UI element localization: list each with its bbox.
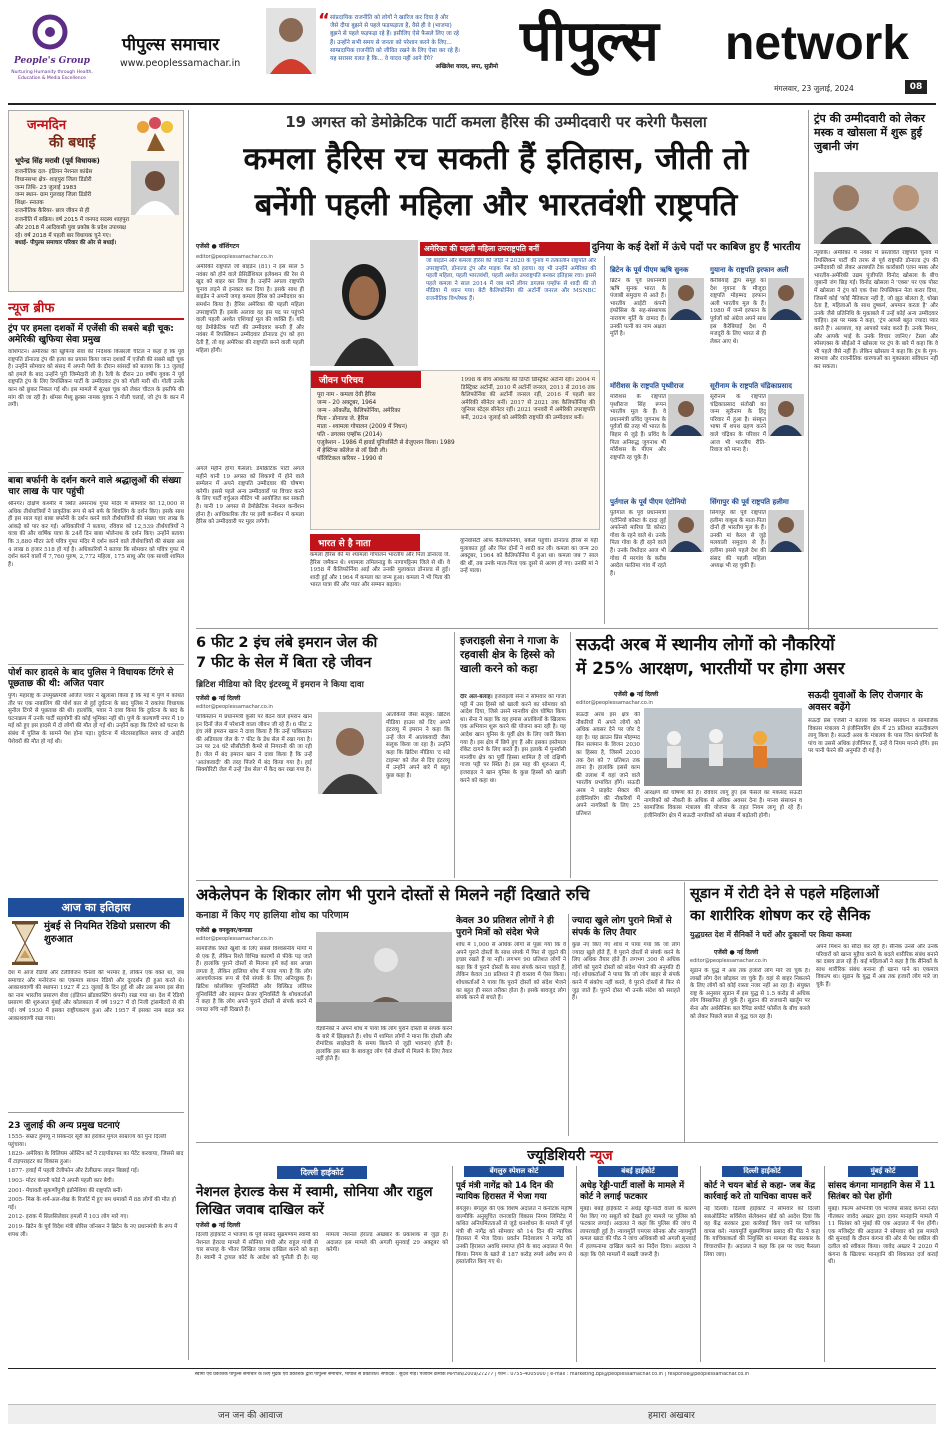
column-rule (808, 110, 809, 630)
quote-line: सांप्रदायिक राजनीति को लोगों ने खारिज कर दिया है और (330, 15, 449, 21)
website: www.peoplessamachar.in (120, 58, 241, 69)
bio-list (317, 391, 455, 463)
india-title: भारत से है नाता (310, 534, 420, 551)
quote-box (330, 14, 498, 71)
hourglass-icon (10, 920, 40, 966)
lead-dateline: वॉशिंगटन (218, 243, 240, 250)
lonely-dateline: वनकूवर/कनाडा (218, 927, 253, 934)
column-rule (568, 914, 569, 1136)
person-silhouette-icon (318, 712, 382, 794)
bio-box (310, 370, 600, 530)
divider (8, 1112, 184, 1113)
judiciary-title: पूर्व मंत्री नागेंद्र को 14 दिन की न्यायिक हिरासत में भेजा गया (456, 1181, 554, 1202)
bio-col2: 1998 के बीच ऑकलैंड की डिप्टी डिस्ट्रिक्ट अटॉर्नी रहीं। 2004 में डिस्ट्रिक्ट अटॉर्नी, 2010 में अटॉर्नी जनरल, 2011 से 2016 तक कैलिफोर्निया की अटॉर्नी जनरल रहीं, 2016 में पहली बार अमेरिकी सीनेटर बनीं। 2017 से 2021 तक कैलिफोर्निया की जूनियर स्टेट्स सीनेटर रहीं। 2021 जनवरी में अमेरिकी उपराष्ट्रपति बनीं, 2024 जुलाई को अमेरिकी राष्ट्रपति की उम्मीदवार बनीं। (461, 377, 595, 421)
lonely-title: अकेलेपन के शिकार लोग भी पुराने दोस्तों से मिलने नहीं दिखाते रुचि (196, 885, 590, 904)
birthday-line: बधाई- पीपुल्स समाचार परिवार की ओर से बधाई। (15, 240, 117, 247)
event-item: 2012- इराक में सिलसिलेवार हमलों में 103 लोग मारे गए। (8, 1214, 129, 1221)
leader-photo (668, 278, 704, 320)
leader-title: सूरीनाम के राष्ट्रपति चंद्रिकाप्रसाद (710, 382, 792, 390)
leader-title: मॉरीशस के राष्ट्रपति पृथ्वीराज (610, 382, 684, 390)
india-box (310, 534, 600, 620)
leader-card (710, 266, 806, 378)
court-tag: दिल्ली हाईकोर्ट (277, 1166, 367, 1179)
bio-line: माता - श्यामला गोपालन (2009 में निधन) (317, 424, 408, 430)
sudan-sub: युद्धग्रस्त देश में सैनिकों ने घरों और दुकानों पर किया कब्जा (690, 930, 852, 939)
events-list (8, 1134, 184, 1356)
trump-title: ट्रंप की उम्मीदवारी को लेकर मस्क व खोसला में शुरू हुई जुबानी जंग (814, 112, 926, 153)
lonely-box1-title: केवल 30 प्रतिशत लोगों ने ही पुराने मित्रों को संदेश भेजे (456, 916, 554, 938)
event-item: 1829- अमेरिका के विलियम ऑस्टिन बर्ट ने टाइपोग्राफर का पेटेंट करवाया, जिससे बाद में टाइपराइटर का विकास हुआ। (8, 1151, 184, 1165)
masthead-rule (8, 103, 936, 105)
brief-text: श्रीनगर। दक्षिण कश्मीर में स्थित अमरनाथ गुफा मंदिर में सोमवार को 12,000 से अधिक तीर्थयात्रियों ने प्राकृतिक रूप से बने बर्फ के शिवलिंग के दर्शन किए। इसके साथ ही इस साल यहां बाबा बर्फानी के दर्शन करने वाले तीर्थयात्रियों की संख्या चार लाख के आंकड़े को पार कर गई। अधिकारियों ने बताया, रविवार को 12,539 तीर्थयात्रियों ने यात्रा की और वार्षिक यात्रा के 24वें दिन बाबा भोलेनाथ के दर्शन किए। उन्होंने बताया कि 3,880 मीटर ऊंचे पवित्र गुफा मंदिर में दर्शन करने वाले तीर्थयात्रियों की संख्या अब 4 लाख 8 हजार 518 हो गई है। अधिकारियों ने बताया कि सोमवार को पवित्र गुफा में दर्शन करने वालों में 7,760 पुरुष, 2,772 महिला, 175 साधु और एक साध्वी शामिल हैं। (8, 501, 184, 568)
brief-title: ट्रंप पर हमला दशकों में एजेंसी की सबसे बड़ी चूक: अमेरिकी खुफिया सेवा प्रमुख (8, 324, 174, 345)
lonely-box1 (456, 884, 566, 1136)
birthday-line: रहे। वर्ष 2018 में पहली बार विधायक चुने गए। (15, 232, 111, 239)
two-persons-icon (814, 172, 938, 244)
group-tagline: Nurturing Humanity through Health, Education & Media Excellence (11, 70, 93, 81)
imran-byline: एजेंसी ● नई दिल्ली (196, 695, 241, 702)
israel-body: इजराइली सेना ने सोमवार को गाजा पट्टी में उस हिस्से को खाली करने का सोमवार को आदेश दिया, जिसे उसने मानवीय क्षेत्र घोषित किया था। सेना ने कहा कि वह हमास आतंकियों के खिलाफ एक अभियान शुरू करने की योजना बना रही है। यह आदेश खान यूनिस के पूर्वी क्षेत्र के लिए जारी किया गया है। इस क्षेत्र में छिपे हुए हैं और इसका इस्तेमाल रॉकेट दागने के लिए करते हैं। इस इलाके में पुनर्वासी मानवीय क्षेत्र का पूर्वी हिस्सा शामिल है जो दक्षिणी गाजा पट्टी पर स्थित है। इस माह की शुरुआत में, इजराइल ने खान यूनिस के कुछ हिस्सों को खाली करने को कहा था। (460, 694, 566, 784)
lonely-box2-text: कुछ नए किए गए शोध में पाया गया कि जो लोग ज्यादा खुले होते हैं, वे पुराने दोस्तों से संपर्क करने के लिए अधिक तैयार होते हैं। लगभग 300 से अधिक लोगों को पुराने दोस्तों को संदेश भेजने की अनुमति दी गई। शोधकर्ताओं ने पाया कि जो लोग बाहर से संपर्क करने में संकोच नहीं करते, वे पुराने दोस्तों से फिर से जुड़ जाते हैं। पुराने दोस्त भी उनके संदेश को सराहते हैं। (572, 942, 680, 1002)
birthday-photo (131, 161, 179, 215)
leader-photo (768, 510, 804, 552)
judiciary-label-1: ज्यूडिशियरी (527, 1148, 586, 1164)
bio-line: पिता - डोनाल्ड जे. हैरिस (317, 416, 369, 422)
lonely-text: सामाजिक रिश्ते खुशी के लिए सबसे विश्वसनीय मार्गों में से एक हैं, लेकिन रिश्ते विभिन्न कारणों से फीके पड़ जाते हैं। हालांकि पुराने दोस्तों से मिलना हमें कई बार अच्छा लगता है, लेकिन हालिया शोध में पाया गया है कि लोग आश्चर्यजनक रूप से ऐसे संपर्क के लिए अनिच्छुक हैं। ब्रिटिश कोलंबिया यूनिवर्सिटी और विल्फ्रिड लॉरियर यूनिवर्सिटी और साइमन फ्रेजर यूनिवर्सिटी के शोधकर्ताओं ने कहा है कि लोग अपने पुराने दोस्तों से संपर्क करने में ज्यादा रुचि नहीं दिखाते हैं। (196, 946, 312, 1013)
sudan-byline: एजेंसी ● नई दिल्ली (714, 949, 759, 956)
divider (8, 664, 184, 665)
saudi-agency: एजेंसी (614, 691, 628, 698)
lonely-man-photo-icon (316, 932, 452, 1022)
events-title: 23 जुलाई की अन्य प्रमुख घटनाएं (8, 1121, 120, 1131)
section-rule (196, 1142, 938, 1143)
footer-bar (8, 1404, 936, 1424)
leader-text: सिंगापुर की पूर्व राष्ट्रपति हलीमा याकूब के माता-पिता दोनों ही भारतीय मूल के हैं। उनकी मां केरल से जुड़े मलयाली समुदाय से हैं। हलीमा इससे पहले देश की संसद की पहली महिला अध्यक्ष भी रह चुकी हैं। (710, 510, 766, 570)
israel-text (460, 694, 566, 876)
judiciary-item (828, 1166, 938, 1362)
imran-photo (318, 712, 382, 794)
court-tag: बंबई हाईकोर्ट (598, 1166, 678, 1177)
lonely-box2-title: ज्यादा खुले लोग पुराने मित्रों से संपर्क के लिए तैयार (572, 916, 672, 938)
judiciary-text: बेंगलुरु। बेंगलुरु की एक विशेष अदालत ने कर्नाटक महर्षि वाल्मीकि अनुसूचित जनजाति विकास निगम लिमिटेड में कथित अनियमितताओं से जुड़े धनशोधन के मामले में पूर्व मंत्री बी नागेंद्र को सोमवार को 14 दिन की न्यायिक हिरासत में भेज दिया। प्रवर्तन निदेशालय ने नागेंद्र को उनकी हिरासत अवधि समाप्त होने के बाद अदालत में पेश किया। निगम के खाते से 187 करोड़ रुपये अवैध रूप से हस्तांतरित किए गए थे। (456, 1206, 572, 1266)
judiciary-text: नई दिल्ली। दिल्ली हाईकोर्ट ने सोमवार को दिल्ली सबऑर्डिनेट सर्विसेज सेलेक्शन बोर्ड को आदेश दिया कि वह केंद्र सरकार द्वारा कार्रवाई किए जाने पर याचिका वापस करे। न्यायमूर्ति सुब्रमणियम प्रसाद की पीठ ने कहा कि याचिकाकर्ता की नियुक्ति का मामला केंद्र सरकार के विचाराधीन है। अदालत ने कहा कि इस पर जल्द फैसला लिया जाए। (704, 1206, 820, 1258)
person-silhouette-icon (768, 510, 804, 552)
divider (8, 472, 184, 473)
saudi-side-title: सऊदी युवाओं के लिए रोजगार के अवसर बढ़ेंगे (808, 690, 923, 713)
lonely-agency: एजेंसी (196, 927, 210, 934)
sudan-title-1: सूडान में रोटी देने से पहले महिलाओं (690, 886, 879, 902)
judiciary-byline: एजेंसी ● नई दिल्ली (196, 1222, 241, 1229)
leader-card (710, 382, 806, 494)
lead-col1: अमेरिकी राष्ट्रपति जो बाइडेन (81) ने इस साल 5 नवंबर को होने वाले प्रेसिडेंशियल इलेक्शन की रेस से खुद को बाहर कर लिया है। उन्होंने अगला राष्ट्रपति चुनाव लड़ने से इनकार कर दिया है। इसके साथ ही बाइडेन ने अपनी जगह कमला हैरिस को उम्मीदवार का समर्थन किया है। हैरिस अमेरिका की पहली महिला उपराष्ट्रपति हैं। इसके अलावा वह इस पद पर पहुंचने वाली पहली अश्वेत एशियाई मूल की व्यक्ति हैं। यदि वह डेमोक्रेटिक पार्टी की उम्मीदवार बनती हैं और नवंबर में रिपब्लिकन उम्मीदवार डोनाल्ड ट्रंप को हरा देती हैं, तो वह अमेरिका की राष्ट्रपति बनने वाली पहली महिला होंगी। (196, 264, 304, 354)
issue-date: मंगलवार, 23 जुलाई, 2024 (774, 84, 854, 93)
bio-line: जन्म - ऑकलैंड, कैलिफोर्निया, अमेरिका (317, 408, 401, 414)
leader-title: पुर्तगाल के पूर्व पीएम एंटोनियो (610, 498, 687, 506)
footer-right-slogan: हमारा अखबार (648, 1411, 695, 1421)
lead-headline-2: बनेंगी पहली महिला और भारतवंशी राष्ट्रपति (254, 187, 738, 223)
sudan-dateline: नई दिल्ली (736, 949, 759, 956)
brief-title: पोर्श कार हादसे के बाद पुलिस ने विधायक टिंगरे से पूछताछ की थी: अजित पवार (8, 668, 174, 689)
peoples-group-logo (8, 12, 96, 90)
lead-headline-1: कमला हैरिस रच सकती हैं इतिहास, जीती तो (243, 141, 749, 177)
judiciary-item (704, 1166, 820, 1362)
imran-email: editor@peoplessamachar.co.in (196, 704, 273, 710)
khosla-musk-photo (814, 172, 938, 244)
bio-line: पूरा नाम - कमला देवी हैरिस (317, 392, 376, 398)
leader-text: पुर्तगाल के पूर्व प्रधानमंत्री एंटोनियो कोस्टा के दादा लुई अफोन्सो मारिया डि कोस्टा गोवा के रहने वाले थे। उनके पिता गोवा के ही रहने वाले हैं। उनके रिश्तेदार आज भी गोवा में मरगांव के करीब अब्देल फातिमा गांव में रहते हैं। (610, 510, 666, 577)
judiciary-text: मुंबई। बंबई हाईकोर्ट ने अधेड़ रेड्डी-पार्टी वालों के कारण पेश किए गए सबूतों को देखते हुए मामले पर पुलिस को फटकार लगाई। अदालत ने कहा कि पुलिस की जांच में लापरवाही हुई है। न्यायमूर्ति एमएस सोनक और न्यायमूर्ति कमल खाटा की पीठ ने जांच अधिकारी को अगली सुनवाई में हलफनामा दाखिल करने का निर्देश दिया। अदालत ने कहा कि ऐसे मामलों में सख्ती जरूरी है। (580, 1206, 696, 1258)
saudi-byline: एजेंसी ● नई दिल्ली (614, 691, 659, 698)
quote-line: जैसे दीया बुझने से पहले फड़फड़ाता है, वैसे ही वे (भाजपा) (330, 23, 452, 30)
column-rule (454, 632, 455, 878)
lead-byline: एजेंसी ● वॉशिंगटन (196, 243, 240, 250)
judiciary-text: मुंबई। फिल्म अभिनेत्री एवं भाजपा सांसद कंगना रनौत गीतकार जावेद अख्तर द्वारा दायर मानहानि मामले में 11 सितंबर को मुंबई की एक अदालत में पेश होंगी। एक मजिस्ट्रेट की अदालत ने सोमवार को इस मामले की सुनवाई के दौरान कंगना की ओर से पेश वकील की दलील को स्वीकार किया। जावेद अख्तर ने 2020 में कंगना के खिलाफ मानहानि की शिकायत दर्ज कराई थी। (828, 1206, 938, 1266)
event-item: 1877- हवाई में पहली टेलीफोन और टेलीग्राफ लाइन बिछाई गई। (8, 1168, 139, 1175)
footer-imprint: स्वामी एवं प्रकाशक पीपुल्स समाचार के लिए मुद्रक एवं प्रकाशक द्वारा पीपुल्स समाचार, भोपाल से प्रकाशित। संपादक : सुदेश गौड़। पंजीयन क्रमांक MPHIN/2009/27277 | फोन : 0755-4005000 | e-mail : marketing.bpl@peoplessamachar.co.in | response@peoplessamachar.co.in (194, 1372, 750, 1377)
birthday-line: जन्म तिथि- 23 जुलाई 1983 (15, 184, 77, 191)
person-silhouette-icon (768, 278, 804, 320)
leader-photo (768, 394, 804, 436)
india-text: कमला हैरिस की मां श्यामला गोपालन भारतीय और पिता डोनाल्ड जे. हैरिस जमैकन थे। श्यामला तमिलनाडु के नागापट्टिनम जिले से थीं। वे 1958 में कैलिफोर्निया आईं और उनकी मुलाकात डोनाल्ड से हुई। शादी हुई और 1964 में कमला का जन्म हुआ। कमला ने भी पिता की भारत यात्रा की और प्यार और सम्मान बढ़ाया। (310, 552, 450, 589)
leaders-grid (610, 266, 806, 624)
quote-line: यह सरासर ग़लत है कि... वे यादव नहीं आने देंगे? (330, 56, 433, 63)
column-rule (604, 240, 605, 624)
imran-dateline: नई दिल्ली (218, 695, 241, 702)
history-title: मुंबई से नियमित रेडियो प्रसारण की शुरुआत (44, 921, 171, 945)
saudi-title-2: में 25% आरक्षण, भारतीयों पर होगा असर (576, 659, 845, 679)
judiciary-label-2: न्यूज (590, 1148, 613, 1164)
sudan-text2: अपने मिशन का सौदा कर रही हैं। सैनिक उनसे और उनके परिवारों को खाना मुहैया करने के बदले शारीरिक संबंध बनाने का दबाव डाल रहे हैं। कई महिलाओं ने कहा है कि सैनिकों के साथ शारीरिक संबंध बनाना ही खाना पाने का एकमात्र विकल्प था। सूडान के युद्ध में अब तक हजारों लोग मारे जा चुके हैं। (816, 944, 938, 988)
leader-card (610, 266, 706, 378)
imran-text: पाकिस्तान में प्रधानमंत्री कुर्सी पर बैठने वाले इमरान खान इन दिनों जेल में परेशानी वाला जीवन जी रहे हैं। 6 फीट 2 इंच लंबे इमरान खान ने दावा किया है कि उन्हें पाकिस्तान की अडियाला जेल के 7 फीट के डेथ सेल में रखा गया है। उन पर 24 घंटे सीसीटीवी कैमरे से निगरानी की जा रही है। जेल में बंद इमरान खान ने दावा किया है कि उन्हें 'आतंकवादी' की तरह पिंजरे में बंद किया गया है। हाई सिक्योरिटी जेल में उन्हें 'डेथ सेल' में कैद कर रखा गया है। (196, 714, 312, 774)
world-leaders-title: दुनिया के कई देशों में ऊंचे पदों पर काबिज हुए हैं भारतीय (590, 240, 802, 256)
trump-text: न्यूयॉर्क। अमेरिका में नवंबर में प्रस्तावित राष्ट्रपति चुनाव में रिपब्लिकन पार्टी की तरफ से पूर्व राष्ट्रपति डोनाल्ड ट्रंप की उम्मीदवारी को लेकर अरबपति टेक कारोबारी एलन मस्क और भारतीय-अमेरिकी उद्यम पूंजीपति विनोद खोसला के बीच जुबानी जंग छिड़ गई। विनोद खोसला ने 'एक्स' पर एक पोस्ट में खोसला ने ट्रंप को एक ऐसा रिपब्लिकन नेता करार दिया, जिसमें कोई 'कोई नैतिकता नहीं है, जो झूठ बोलता है, धोखा देता है, महिलाओं के साथ दुष्कर्म, अपमान करता है' और उनके जैसे प्रतिनिधि के मुकाबले में उन्हें कोई अन्य उम्मीदवार चाहिए। इस पर मस्क ने कहा, 'ट्रंप आपसे बहुत ज्यादा प्यार करते हैं'। अलबत्ता, यह आपको पसंद करते हैं। उनके मिशन, और आपके भाई के उनके विचार जानिए।' टेस्ला और स्पेसएक्स के सीईओ ने खोसला पर ट्रंप के बारे में कहा कि वे भी पहले जैसे नहीं हैं। लेकिन खोसला ने कहा कि ट्रंप के गुण-स्वभाव और राजनीतिक धारणाओं का मुकाबला संविधान नहीं कर सकता। (814, 250, 938, 370)
lead-col1-sub: अगले महीने होगा फैसला: डेमोक्रेटिक पार्टी अगले महीने यानी 19 अगस्त को शिकागो में होने वाले सम्मेलन में अपने राष्ट्रपति उम्मीदवार की घोषणा करेगी। इससे पहले अन्य उम्मीदवारों पर विचार करने के लिए पार्टी वर्चुअल मीटिंग भी आयोजित कर सकती है। यानी 19 अगस्त से डेमोक्रेटिक नेशनल कन्वेंशन होना है। आधिकारिक तौर पर इसी कन्वेंशन में कमला हैरिस को उम्मीदवारी पर मुहर लगेगी। (196, 466, 304, 526)
quote-line: हैं। उन्होंने सभी समय से जनता को परेशान करने के लिए... (330, 39, 452, 46)
quote-attribution: अखिलेश यादव, सपा, सुप्रीमो (435, 64, 498, 71)
person-silhouette-icon (310, 240, 418, 366)
india-col2: यूनिवर्सिटी ऑफ कैलिफोर्निया, बर्कले पहुंचीं। डोनाल्ड हैरिस से यहीं मुलाकात हुई और फिर दोनों ने शादी कर ली। कमला का जन्म 20 अक्टूबर, 1964 को कैलिफोर्निया में हुआ था। कमला जब 7 साल की थीं, तब उनके माता-पिता एक दूसरे से अलग हो गए। उनकी मां ने उन्हें पाला। (460, 538, 598, 575)
leader-title: गुयाना के राष्ट्रपति इरफान अली (710, 266, 789, 274)
event-item: 2019- ब्रिटेन के पूर्व विदेश मंत्री बोरिस जॉनसन ने ब्रिटेन के नए प्रधानमंत्री के रूप में शपथ ली। (8, 1223, 178, 1238)
birthday-box (8, 110, 184, 292)
judiciary-text: दिल्ली हाईकोर्ट ने भाजपा के पूर्व सांसद सुब्रमण्यम स्वामी को नेशनल हेराल्ड मामले में सोनिया गांधी और राहुल गांधी से चार सप्ताह के भीतर लिखित जवाब दाखिल करने को कहा है। स्वामी ने ट्रायल कोर्ट के आदेश को चुनौती दी है। यह मामला नेशनल हेराल्ड अखबार के प्रकाशक से जुड़ा है। अदालत इस मामले की अगली सुनवाई 29 अक्टूबर को करेगी। (196, 1232, 448, 1261)
birthday-line: शिक्षा- स्नातक (15, 200, 44, 207)
judiciary-item (580, 1166, 696, 1362)
quote-mark-icon: “ (318, 10, 330, 31)
quote-line: बुझने से पहले फड़फड़ा रहे हैं। इसीलिए ऐसे फैसले लिए जा रहे (330, 31, 460, 38)
event-item: 2001- मेघावती सुकर्णोपुत्री इंडोनेशिया की राष्ट्रपति बनीं। (8, 1187, 123, 1194)
lead-col3: जो बाइडेन और कमला हैरिस की जोड़ी ने 2020 के चुनाव में तत्कालीन राष्ट्रपति और उपराष्ट्रपति, डोनाल्ड ट्रंप और माइक पेंस को हराया। वह भी उन्होंने अमेरिका की पहली महिला, पहली भारतवंशी, पहली अश्वेत उपराष्ट्रपति बनकर इतिहास रचा। इससे पहले कमला ने साल 2014 में जब मानें लीगर डगलस एम्हॉफ से शादी की तो मीडिया में ध्यान गया। बेटी कैलिफोर्निया की अटॉर्नी जनरल और MSNBC राजनीतिक विश्लेषक हैं। (426, 258, 596, 302)
brand-hindi: पीपुल्स (520, 9, 658, 74)
leader-text: सूरीनाम के राष्ट्रपति चंद्रिकाप्रसाद संतोखी का जन्म सूरीनाम के हिंदू परिवार में हुआ है। संस्कृत भाषा में शपथ ग्रहण करने वाले चंद्रिका के परिवार में आज भी भारतीय रीति-रिवाज को माना है। (710, 394, 766, 454)
section-rule (196, 628, 938, 629)
imran-text2: आतंकियों जैसा सलूक: ब्रिटिश मीडिया हाउस को दिए अपने इंटरव्यू में इमरान ने कहा कि उन्हें जेल में आतंकवादी जैसा सलूक किया जा रहा है। उन्होंने कहा कि ब्रिटिश मीडिया 'द संडे टाइम्स' को जेल से दिए इंटरव्यू में उन्होंने अपने बारे में बहुत कुछ कहा है। (386, 712, 450, 779)
column-rule (824, 1166, 825, 1362)
person-silhouette-icon (131, 161, 179, 215)
column-rule (452, 1166, 453, 1362)
quote-line: साम्प्रदायिक राजनीति को जीवित रखने के लिए ऐसा कर रहे हैं। (330, 47, 460, 54)
sudan-title-2: का शारीरिक शोषण कर रहे सैनिक (690, 908, 871, 924)
brand-english: network (725, 17, 910, 70)
leader-text: ब्रिटेन के पूर्व प्रधानमंत्री ऋषि सुनक भारत के पंजाबी समुदाय से आते हैं। भारतीय आईटी कंपनी इंफोसिस के सह-संस्थापक नारायण मूर्ति के दामाद हैं। उनकी पत्नी का नाम अक्षता मूर्ति है। (610, 278, 666, 338)
saudi-email: editor@peoplessamachar.co.in (576, 700, 653, 706)
bio-title: जीवन परिचय (311, 371, 421, 388)
leader-photo (668, 510, 704, 552)
history-label: आज का इतिहास (8, 898, 184, 917)
kamala-photo (310, 240, 418, 366)
lead-kicker: 19 अगस्त को डेमोक्रेटिक पार्टी कमला हैरिस की उम्मीदवारी पर करेगी फैसला (285, 113, 707, 131)
workers-photo-icon (644, 708, 802, 786)
person-silhouette-icon (266, 8, 316, 74)
column-rule (684, 882, 685, 1142)
brief-title: बाबा बर्फानी के दर्शन करने वाले श्रद्धालुओं की संख्या चार लाख के पार पहुंची (8, 476, 181, 497)
lonely-byline: एजेंसी ● वनकूवर/कनाडा (196, 927, 253, 934)
column-rule (188, 110, 189, 1360)
birthday-line: राजनीतिक दल- इंडियन नेशनल कांग्रेस (15, 169, 93, 175)
judiciary-item (196, 1166, 448, 1362)
masthead (0, 0, 945, 102)
birthday-person-name: भूपेन्द्र सिंह मरावी (पूर्व विधायक) (15, 157, 100, 165)
birthday-title-bottom: की बधाई (49, 135, 96, 151)
footer-rule (8, 1368, 936, 1369)
judiciary-title: नेशनल हेराल्ड केस में स्वामी, सोनिया और राहुल लिखित जवाब दाखिल करें (196, 1184, 433, 1218)
birthday-line: राजनीतिक कैरियर- छात्र जीवन से ही (15, 207, 90, 214)
lead-email: editor@peoplessamachar.co.in (196, 254, 273, 260)
column-rule (570, 632, 571, 878)
judiciary-title: अधेड़ रेड्डी-पार्टी वालों के मामले में कोर्ट ने लगाई फटकार (580, 1181, 685, 1202)
kamala-photo-caption: अमेरिका की पहली महिला उपराष्ट्रपति बनीं (420, 242, 600, 256)
saudi-text: सऊदी अरब इस क्षेत्र की नौकरियों में अपने लोगों को अधिक अवसर देने पर जोर दे रहा है। यह क्राउन प्रिंस मोहम्मद बिन सलमान के विजन 2030 का हिस्सा है, जिसमें 2030 तक देश को 7 प्रतिशत तक लाना है। हालांकि इससे काम की तलाश में वहां जाने वाले भारतीय प्रभावित होंगे। सऊदी अरब ने प्राइवेट सेक्टर की इंजीनियरिंग की नौकरियों में अपने नागरिकों के लिए 25 प्रतिशत (576, 712, 640, 817)
israel-title: इजराइली सेना ने गाजा के रहवासी क्षेत्र के हिस्से को खाली करने को कहा (460, 635, 559, 675)
sudan-agency: एजेंसी (714, 949, 728, 956)
brief-text: वाशिंगटन। अमेरिका की खुफिया सेवा की निदेशक किंबरली चीटल ने कहा है कि पूर्व राष्ट्रपति डोनाल्ड ट्रंप की हत्या का प्रयास किया जाना दशकों में एजेंसी की सबसे बड़ी चूक है। उन्होंने सोमवार को संसद में अपनी पेशी के दौरान सांसदों को बताया कि 13 जुलाई को हमले के बाद उन्होंने पूरी जिम्मेदारी ली है। रैली के दौरान 20 वर्षीय युवक ने पूर्व राष्ट्रपति ट्रंप के लिए रिपब्लिकन पार्टी के उम्मीदवार ट्रंप को गोली मारी थी। गोली उनके कान को छूकर निकल गई थी। इस मामले में सुरक्षा चूक को लेकर चीटल के इस्तीफे की मांग की जा रही है। थॉमस मैथ्यू क्रुक्स नामक युवक ने गोली चलाई, जो ट्रंप के कान में लगी। (8, 349, 184, 409)
leader-photo (768, 278, 804, 320)
court-tag: दिल्ली हाईकोर्ट (722, 1166, 802, 1177)
imran-title-2: 7 फीट के सेल में बिता रहे जीवन (196, 655, 372, 671)
saudi-text2: आरक्षण की घोषणा की है। रविवार लागू हुए इस फैसले का मकसद सऊदी नागरिकों को नौकरी के अधिक से अधिक अवसर देना है। मानव संसाधन व सामाजिक विकास मंत्रालय की योजना के तहत नियम लागू हो रहे हैं। इंजीनियरिंग क्षेत्र में सऊदी नागरिकों को संख्या में बढ़ोतरी होगी। (644, 790, 802, 819)
column-rule (700, 1166, 701, 1362)
saudi-title-1: सऊदी अरब में स्थानीय लोगों को नौकरियों (576, 635, 835, 655)
lonely-email: editor@peoplessamachar.co.in (196, 936, 273, 942)
leader-card (610, 498, 706, 622)
person-silhouette-icon (668, 510, 704, 552)
lonely-sub: कनाडा में किए गए हालिया शोध का परिणाम (196, 910, 349, 921)
event-item: 1903- मोटर कंपनी फोर्ड ने अपनी पहली कार बेची। (8, 1177, 114, 1184)
imran-sub: ब्रिटिश मीडिया को दिए इंटरव्यू में इमरान ने किया दावा (196, 680, 364, 690)
birthday-line: विधानसभा क्षेत्र- शाहपुरा जिला डिंडोरी (15, 176, 92, 183)
leader-card (610, 382, 706, 494)
person-silhouette-icon (668, 394, 704, 436)
leader-photo (668, 394, 704, 436)
column-rule (576, 1166, 577, 1362)
birthday-details-wide (15, 217, 179, 248)
leader-title: सिंगापुर की पूर्व राष्ट्रपति हलीमा (710, 498, 789, 506)
leader-card (710, 498, 806, 622)
history-text: देश में आज रेडियो और टेलीविजन चैनलों की भरमार है, लेकिन एक वक्त था, जब समाचार और मनोरंजन का एकमात्र साधन रेडियो और दूरदर्शन ही हुआ करते थे। आकाशवाणी की स्थापना 1927 में 23 जुलाई के दिन हुई थी और उस समय इस सेवा का नाम भारतीय प्रसारण सेवा (इंडियन ब्रॉडकास्टिंग कंपनी) रखा गया था। देश में रेडियो प्रसारण की शुरुआत मुंबई और कोलकाता में वर्ष 1927 में दो निजी ट्रांसमीटरों से की गई। वर्ष 1930 में इसका राष्ट्रीयकरण हुआ और 1957 में इसका नाम बदल कर आकाशवाणी रखा गया। (8, 970, 184, 1022)
bio-line: पति - डगलस एम्हॉफ (2014) (317, 432, 383, 438)
israel-dateline: दीर अल-बलाह। (460, 694, 493, 700)
judiciary-title: सांसद कंगना मानहानि केस में 11 सितंबर को पेश होंगी (828, 1181, 936, 1202)
lead-agency: एजेंसी (196, 243, 210, 250)
section-rule (196, 880, 938, 881)
person-silhouette-icon (768, 394, 804, 436)
saudi-photo (644, 708, 802, 786)
leader-text: मॉरीशस के राष्ट्रपति पृथ्वीराज सिंह रूपन भारतीय मूल के हैं। वे प्रधानमंत्री प्रविंद जुगनाथ के पूर्वजों की तरह भी भारत के बिहार से जुड़े हैं। प्रविंद के पिता अनिरुद्ध जुगनाथ भी मॉरीशस के पीएम और राष्ट्रपति रह चुके हैं। (610, 394, 666, 461)
event-item: 1555- सम्राट हुमायूं ने सिकन्दर सूरी को हराकर मुगल साम्राज्य को पुनः दिल्ली पहुंचाया। (8, 1134, 167, 1148)
judiciary-dateline: नई दिल्ली (218, 1222, 241, 1229)
bio-line: जन्म - 20 अक्टूबर, 1964 (317, 400, 377, 406)
bio-line: पॉलिटिकल करियर - 1990 से (317, 456, 383, 462)
judiciary-item (456, 1166, 572, 1362)
sudan-text: सूडान के युद्ध में अब तक हजारों लोग मारे जा चुके हैं। लाखों लोग देश छोड़कर जा चुके हैं। वहां से बाहर निकलने के लिए लोगों को कोई रास्ता नजर नहीं आ रहा है। संयुक्त राष्ट्र के अनुसार सूडान में इस युद्ध से 1.5 करोड़ से अधिक लोग विस्थापित हो चुके हैं। सूडान की राजधानी खार्तूम पर सेना और अर्धसैनिक बल रैपिड सपोर्ट फोर्सेज के बीच कब्जे को लेकर पिछले साल से युद्ध चल रहा है। (690, 968, 810, 1020)
birthday-title-top: जन्मदिन (27, 118, 67, 133)
page-number: 08 (905, 80, 927, 94)
leader-title: ब्रिटेन के पूर्व पीएम ऋषि सुनक (610, 266, 689, 274)
judiciary-agency: एजेंसी (196, 1222, 210, 1229)
flowers-icon (133, 115, 179, 151)
birthday-details (15, 169, 127, 216)
bio-line: एजुकेशन - 1986 में हावर्ड यूनिवर्सिटी से ग्रेजुएशन किया। 1989 में हेस्टिंग्स कॉलेज से लॉ डिग्री ली। (317, 440, 455, 454)
court-tag: मुंबई कोर्ट (848, 1166, 918, 1177)
lonely-photo (316, 932, 452, 1022)
akhilesh-photo (266, 8, 316, 74)
imran-title-1: 6 फीट 2 इंच लंबे इमरान जेल की (196, 635, 378, 651)
lonely-box2 (572, 884, 680, 1136)
person-silhouette-icon (668, 278, 704, 320)
brief-text: पुणे। महाराष्ट्र के उपमुख्यमंत्री अजित पवार ने खुलासा किया है कि मई में पुणे में कथित तौर पर एक नाबालिग की पोर्श कार से हुई दुर्घटना के बाद पुलिस ने राकांपा विधायक सुनील टिंगरे से पूछताछ की थी। हालांकि, पवार ने दावा किया कि दुर्घटना के बाद के घटनाक्रम में उनके पार्टी सहयोगी की कोई भूमिका नहीं थी। पुणे के कल्याणी नगर में 19 मई को हुए इस हादसे में दो लोगों की मौत हो गई थी। उन्होंने कहा कि टिंगरे को घटना के संबंध में पुलिस के सामने पेश होना पड़ा। दुर्घटना में मोटरसाइकिल सवार दो आईटी पेशेवरों की मौत हो गई थी। (8, 693, 184, 745)
lonely-text2: वैज्ञानिकों ने अपने शोध में पाया कि लोग पुराने दोस्तों से संपर्क करने के बारे में झिझकते हैं। शोध में शामिल लोगों ने माना कि दोस्ती और रोमांटिक साझेदारी के समय बिताने से जुड़ी भावनाएं होती हैं। हालांकि इस बात के बावजूद लोग ऐसे दोस्तों से मिलने के लिए तैयार नहीं होते हैं। (316, 1026, 452, 1063)
birthday-line: राजनीति में सक्रिय। वर्ष 2015 में जनपद सदस्य शाहपुरा (15, 217, 130, 223)
birthday-line: जन्म स्थान- ग्राम गुलवाह जिला डिंडोरी (15, 192, 92, 199)
saudi-dateline: नई दिल्ली (636, 691, 659, 698)
footer-left-slogan: जन जन की आवाज (218, 1411, 283, 1421)
birthday-line: और 2018 में आदिवासी युवा प्रकोष्ठ के प्रदेश उपाध्यक्ष (15, 224, 127, 231)
judiciary-title: कोर्ट ने चयन बोर्ड से कहा- जब केंद्र कार्रवाई करे तो याचिका वापस करें (704, 1181, 816, 1202)
saudi-side-text: सऊदी प्रेस एजेंसी ने बताया कि मानव संसाधन व सामाजिक विकास मंत्रालय ने इंजीनियरिंग क्षेत्र में 25 प्रतिशत सऊदीकरण लागू किया है। सऊदी अरब के मंत्रालय के पास जिन कंपनियों के पांच या उससे अधिक इंजीनियर हैं, उन्हें ये नियम मानने होंगे। इस पर पानी फेरने की अनुमति दी गई है। (808, 718, 938, 755)
event-item: 2005- मिस्र के शर्म-अल-शेख के रिजॉर्ट में हुए बम धमाकों में 88 लोगों की मौत हो गई। (8, 1197, 176, 1211)
judiciary-label (440, 1146, 700, 1165)
leader-text: कैरेबियाई द्वीप समूह का देश गुयाना के मौजूदा राष्ट्रपति मोहम्मद इरफान अली भारतीय मूल के हैं। 1980 में जन्मे इरफान के पूर्वजों को अंग्रेज अपने साथ इस कैरेबियाई देश में मजदूरी के लिए भारत से ही लेकर आए थे। (710, 278, 766, 345)
news-brief (8, 298, 184, 892)
sudan-email: editor@peoplessamachar.co.in (690, 958, 767, 964)
imran-agency: एजेंसी (196, 695, 210, 702)
logo-icon (30, 12, 70, 52)
news-brief-label: न्यूज ब्रीफ (8, 298, 184, 320)
lonely-box1-text: शोध में 1,000 से अधिक लोगों से पूछा गया कि वे अपने पुराने दोस्तों के साथ संपर्क में फिर से जुड़ने की इच्छा रखते हैं या नहीं। लगभग 90 प्रतिशत लोगों ने कहा कि वे पुराने दोस्तों के साथ संपर्क करना चाहते हैं, लेकिन केवल 30 प्रतिशत ने ही वास्तव में ऐसा किया। शोधकर्ताओं ने पाया कि पुराने दोस्तों को संदेश भेजने का बहुत ही सरल तरीका होता है। इसके बावजूद लोग संपर्क करने से बचते हैं। (456, 942, 566, 1002)
court-tag: बेंगलुरु स्पेशल कोर्ट (464, 1166, 564, 1177)
sub-brand: पीपुल्स समाचार (122, 35, 220, 55)
group-name: People's Group (14, 56, 90, 66)
